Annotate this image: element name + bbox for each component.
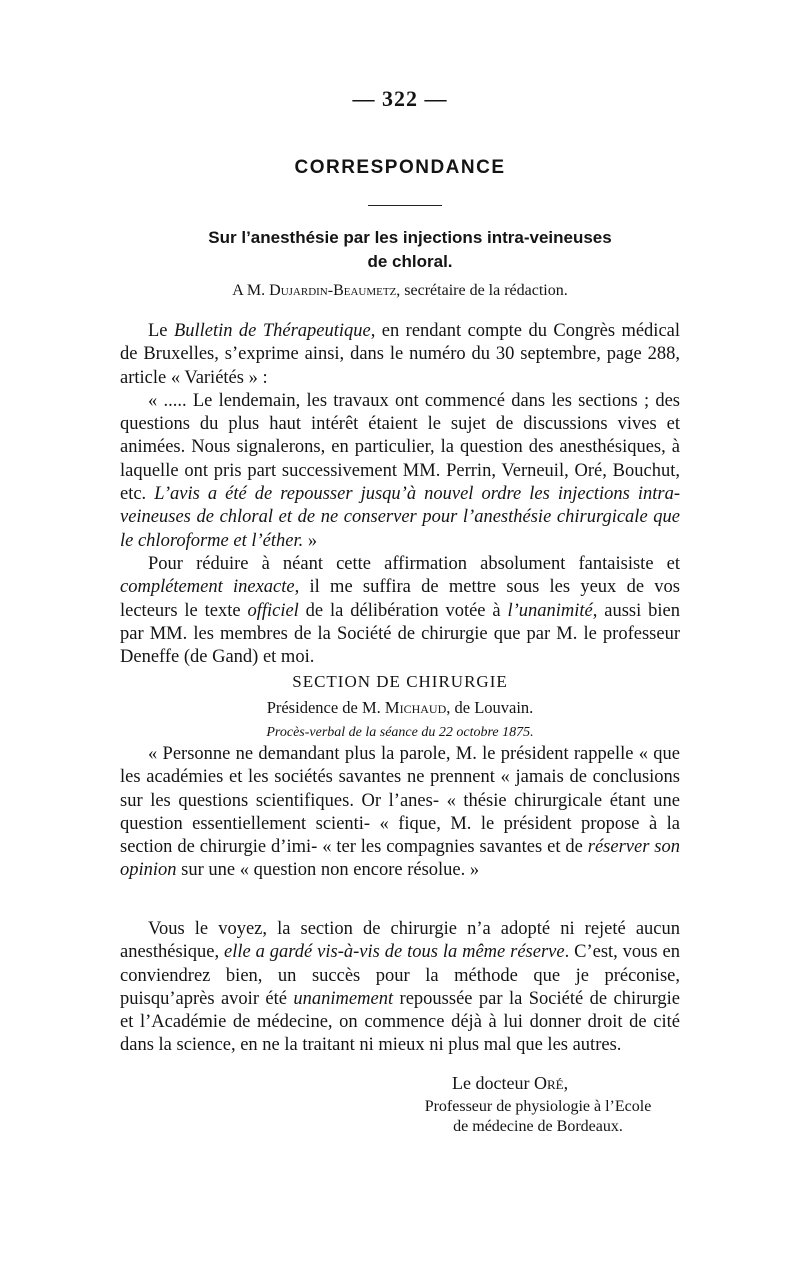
proces-verbal-line: Procès-verbal de la séance du 22 octobre 1875. bbox=[266, 725, 534, 740]
quote-text-c: sur une « question non encore résolue. » bbox=[176, 860, 480, 881]
signature-surname: Oré, bbox=[533, 1073, 569, 1093]
closing-paragraph-block bbox=[120, 918, 680, 1058]
subtitle-line-1: Sur l’anesthésie par les injections intra-veineuses bbox=[208, 228, 612, 247]
p3-text-a: Pour réduire à néant cette affirmation absolument fantaisiste et bbox=[148, 553, 680, 574]
p3-italic-d: officiel bbox=[247, 600, 299, 621]
closing-text-c: . C’est, vous en conviendrez bien, un succès pour la méthode que je préconise, puisqu’après avoir été bbox=[120, 942, 680, 1009]
p3-text-e: de la délibération votée à bbox=[298, 600, 508, 621]
president-name: Michaud, bbox=[384, 698, 451, 717]
quote-paragraph bbox=[120, 743, 680, 883]
address-suffix: secrétaire de la rédaction. bbox=[404, 282, 568, 299]
presidence-prefix: Présidence de M. bbox=[266, 698, 381, 717]
p1-text-a: Le bbox=[148, 321, 174, 341]
quote-italic-b: réserver son opinion bbox=[120, 837, 681, 881]
paragraph-3 bbox=[120, 553, 680, 669]
signature-title-line-1: Professeur de physiologie à l’Ecole bbox=[424, 1098, 652, 1115]
section-heading: CORRESPONDANCE bbox=[294, 157, 506, 178]
signature-name bbox=[452, 1073, 568, 1094]
article-subtitle bbox=[140, 226, 680, 274]
paragraph-1 bbox=[120, 320, 680, 390]
closing-text-a: Vous le voyez, la section de chirurgie n’a adopté ni rejeté aucun anesthésique, bbox=[120, 919, 680, 963]
paragraph-2 bbox=[120, 390, 680, 553]
letter-address bbox=[0, 282, 800, 300]
p3-italic-b: complétement inexacte bbox=[120, 577, 295, 598]
p1-text-c: , en rendant compte du Congrès médical de Bruxelles, s’exprime ainsi, dans le numéro du 30 septembre, page 288, article « Variétés » : bbox=[120, 321, 681, 388]
p2-text-a: « ..... Le lendemain, les travaux ont commencé dans les sections ; des questions du plus haut intérêt étaient le sujet de discussions vives et animées. Nous signalerons, en particulier, la question des anesthésiques, à laquelle ont pris part successivement MM. Perrin, Verneuil, Oré, Bouchut, etc. bbox=[120, 390, 680, 505]
p1-italic-journal: Bulletin de Thérapeutique bbox=[173, 321, 371, 341]
address-name: Dujardin-Beaumetz, bbox=[269, 282, 401, 299]
letter-body-intro bbox=[120, 320, 680, 669]
signature-title-line-2: de médecine de Bordeaux. bbox=[453, 1118, 623, 1135]
heading-rule bbox=[368, 205, 442, 206]
closing-paragraph bbox=[120, 918, 680, 1058]
presidence-line bbox=[0, 698, 800, 718]
section-chirurgie-title: SECTION DE CHIRURGIE bbox=[292, 672, 508, 691]
signature-prefix: Le docteur bbox=[452, 1073, 530, 1093]
closing-italic-d: unanimement bbox=[293, 988, 394, 1009]
p3-italic-f: l’unanimité bbox=[507, 600, 593, 621]
p3-text-c: , il me suffira de mettre sous les yeux de vos lecteurs le texte bbox=[120, 577, 680, 621]
page-number: — 322 — bbox=[352, 86, 448, 111]
p2-italic-quote: L’avis a été de repousser jusqu’à nouvel ordre les injections intra-veineuses de chloral et de ne conserver pour l’anesthésie chirurgicale que le chloroforme et l’éther. bbox=[120, 484, 680, 551]
closing-text-e: repoussée par la Société de chirurgie et l’Académie de médecine, on commence déjà à lui donner droit de cité dans la science, en ne la traitant ni mieux ni plus mal que les autres. bbox=[120, 988, 680, 1056]
subtitle-line-2: de chloral. bbox=[367, 252, 453, 271]
presidence-suffix: de Louvain. bbox=[454, 698, 534, 717]
quote-text-a: « Personne ne demandant plus la parole, M. le président rappelle « que les académies et les sociétés savantes ne prennent « jamais de conclusions sur les questions scientifiques. Or l’anes- « thésie chirurgicale étant une question essentiellement scienti- « fique, M. le président propose à la section de chirurgie d’imi- « ter les compagnies savantes et de bbox=[120, 744, 680, 858]
signature-title bbox=[388, 1097, 688, 1137]
p2-text-c: » bbox=[303, 530, 318, 551]
address-prefix: A M. bbox=[232, 282, 266, 299]
closing-italic-b: elle a gardé vis-à-vis de tous la même réserve bbox=[224, 942, 565, 963]
quoted-deliberation bbox=[120, 743, 680, 883]
p3-text-g: , aussi bien par MM. les membres de la Société de chirurgie que par M. le professeur Deneffe (de Gand) et moi. bbox=[120, 600, 680, 668]
